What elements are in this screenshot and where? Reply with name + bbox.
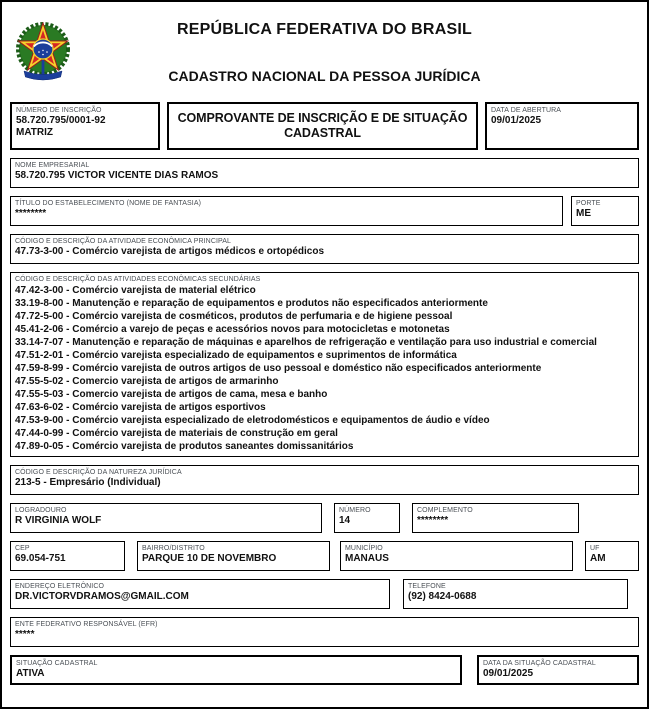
activity-line: 47.59-8-99 - Comércio varejista de outros artigos de uso pessoal e doméstico não especificados anteriormente [15,363,542,374]
situacao-cadastral-label: SITUAÇÃO CADASTRAL [16,660,98,667]
document-title-box [167,102,478,150]
row-atividades-secundarias [10,272,639,457]
efr-label: ENTE FEDERATIVO RESPONSÁVEL (EFR) [15,621,158,628]
activity-line: 47.55-5-02 - Comercio varejista de artigos de armarinho [15,376,279,387]
activity-line: 33.14-7-07 - Manutenção e reparação de máquinas e aparelhos de refrigeração e ventilação para uso industrial e comercial [15,337,597,348]
row-identification [10,102,639,150]
field-uf [585,541,639,571]
email-value: DR.VICTORVDRAMOS@GMAIL.COM [15,591,189,602]
bairro-label: BAIRRO/DISTRITO [142,545,205,552]
porte-value: ME [576,208,591,219]
activity-line: 47.51-2-01 - Comércio varejista especializado de equipamentos e suprimentos de informática [15,350,457,361]
brazil-coat-of-arms-icon [12,22,74,84]
atividades-secundarias-label: CÓDIGO E DESCRIÇÃO DAS ATIVIDADES ECONÔMICAS SECUNDÁRIAS [15,276,261,283]
data-abertura-value: 09/01/2025 [491,115,542,126]
municipio-label: MUNICÍPIO [345,545,383,552]
telefone-label: TELEFONE [408,583,446,590]
row-natureza-juridica [10,465,639,495]
field-bairro [137,541,330,571]
telefone-value: (92) 8424-0688 [408,591,477,602]
field-efr [10,617,639,647]
activity-line: 45.41-2-06 - Comércio a varejo de peças e acessórios novos para motocicletas e motonetas [15,324,450,335]
atividade-principal-value: 47.73-3-00 - Comércio varejista de artigos médicos e ortopédicos [15,246,325,257]
field-email [10,579,390,609]
activity-line: 47.89-0-05 - Comércio varejista de produtos saneantes domissanitários [15,441,354,452]
document-title-line1: COMPROVANTE DE INSCRIÇÃO E DE SITUAÇÃO [177,110,468,125]
activity-line: 47.72-5-00 - Comércio varejista de cosméticos, produtos de perfumaria e de higiene pessoal [15,311,453,322]
row-endereco [10,503,639,533]
activity-line: 47.44-0-99 - Comércio varejista de materiais de construção em geral [15,428,338,439]
row-situacao [10,655,639,685]
field-porte [571,196,639,226]
nome-empresarial-value: 58.720.795 VICTOR VICENTE DIAS RAMOS [15,170,219,181]
numero-value: 14 [339,515,351,526]
field-nome-empresarial [10,158,639,188]
complemento-label: COMPLEMENTO [417,507,473,514]
row-cep-bairro [10,541,639,571]
document-body [2,102,647,685]
cnpj-title: CADASTRO NACIONAL DA PESSOA JURÍDICA [168,68,481,84]
atividades-secundarias-list [15,284,634,453]
document-title-line2: CADASTRAL [284,125,361,140]
titulo-estabelecimento-value: ******** [15,208,47,219]
field-atividades-secundarias [10,272,639,457]
field-logradouro [10,503,322,533]
document-header [2,2,647,102]
activity-line: 47.53-9-00 - Comércio varejista especializado de eletrodomésticos e equipamentos de áudio e vídeo [15,415,490,426]
uf-value: AM [590,553,606,564]
matriz-indicator: MATRIZ [16,127,54,138]
field-numero-inscricao [10,102,160,150]
field-natureza-juridica [10,465,639,495]
nome-empresarial-label: NOME EMPRESARIAL [15,162,90,169]
uf-label: UF [590,545,600,552]
field-cep [10,541,125,571]
cep-value: 69.054-751 [15,553,66,564]
row-contato [10,579,639,609]
field-telefone [403,579,628,609]
field-data-abertura [485,102,639,150]
complemento-value: ******** [417,515,449,526]
field-titulo-estabelecimento [10,196,563,226]
row-nome-empresarial [10,158,639,188]
atividade-principal-label: CÓDIGO E DESCRIÇÃO DA ATIVIDADE ECONÔMICA PRINCIPAL [15,238,232,245]
field-situacao-cadastral [10,655,462,685]
numero-label: NÚMERO [339,507,371,514]
field-municipio [340,541,573,571]
situacao-cadastral-value: ATIVA [16,668,45,679]
natureza-juridica-value: 213-5 - Empresário (Individual) [15,477,161,488]
activity-line: 47.42-3-00 - Comércio varejista de material elétrico [15,285,256,296]
document-title [178,111,468,141]
natureza-juridica-label: CÓDIGO E DESCRIÇÃO DA NATUREZA JURÍDICA [15,469,182,476]
field-data-situacao-cadastral [477,655,639,685]
bairro-value: PARQUE 10 DE NOVEMBRO [142,553,277,564]
row-efr [10,617,639,647]
titulo-estabelecimento-label: TÍTULO DO ESTABELECIMENTO (NOME DE FANTASIA) [15,200,202,207]
field-atividade-principal [10,234,639,264]
data-situacao-cadastral-label: DATA DA SITUAÇÃO CADASTRAL [483,660,596,667]
data-situacao-cadastral-value: 09/01/2025 [483,668,534,679]
republic-title: REPÚBLICA FEDERATIVA DO BRASIL [177,21,472,38]
field-complemento [412,503,579,533]
activity-line: 47.55-5-03 - Comercio varejista de artigos de cama, mesa e banho [15,389,328,400]
row-fantasia-porte [10,196,639,226]
numero-inscricao-value: 58.720.795/0001-92 [16,115,106,126]
porte-label: PORTE [576,200,601,207]
efr-value: ***** [15,629,35,640]
email-label: ENDEREÇO ELETRÔNICO [15,583,105,590]
activity-line: 47.63-6-02 - Comércio varejista de artigos esportivos [15,402,266,413]
municipio-value: MANAUS [345,553,389,564]
field-numero [334,503,400,533]
data-abertura-label: DATA DE ABERTURA [491,107,562,114]
logradouro-value: R VIRGINIA WOLF [15,515,102,526]
logradouro-label: LOGRADOURO [15,507,67,514]
row-atividade-principal [10,234,639,264]
numero-inscricao-label: NÚMERO DE INSCRIÇÃO [16,107,102,114]
activity-line: 33.19-8-00 - Manutenção e reparação de equipamentos e produtos não especificados anteriormente [15,298,488,309]
cep-label: CEP [15,545,30,552]
